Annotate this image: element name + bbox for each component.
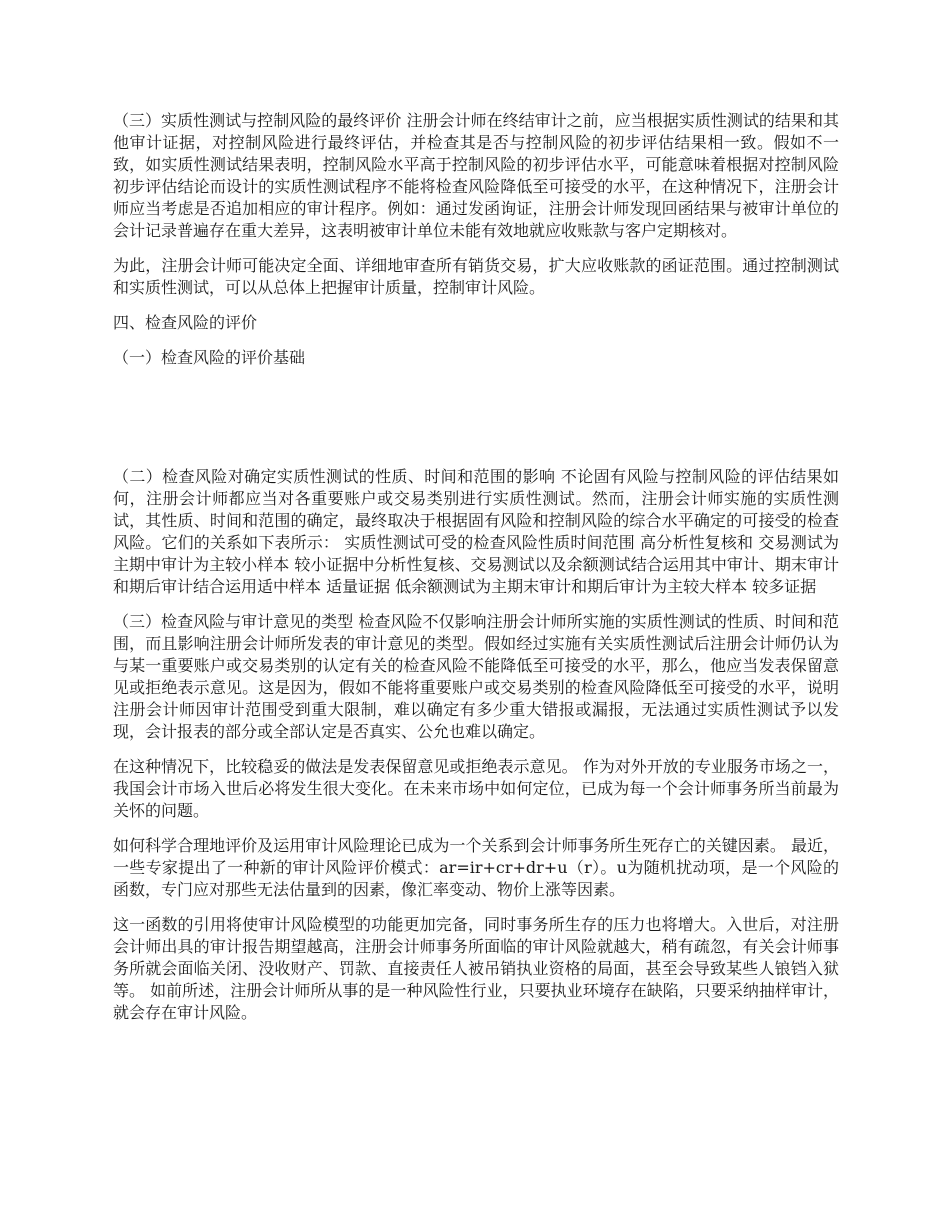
paragraph-risk-model: 如何科学合理地评价及运用审计风险理论已成为一个关系到会计师事务所生死存亡的关键因素。 最近，一些专家提出了一种新的审计风险评价模式：ar=ir+cr+dr+u（r）。u为随机扰动项，是一个风险的函数，专门应对那些无法估量到的因素，像汇率变动、物价上涨等因素。 (113, 836, 839, 899)
document-page (113, 110, 839, 1037)
blank-gap (113, 382, 839, 466)
paragraph-detection-risk-impact: （二）检查风险对确定实质性测试的性质、时间和范围的影响 不论固有风险与控制风险的评估结果如何，注册会计师都应当对各重要账户或交易类别进行实质性测试。然而，注册会计师实施的实质性测试，其性质、时间和范围的确定，最终取决于根据固有风险和控制风险的综合水平确定的可接受的检查风险。它们的关系如下表所示： 实质性测试可受的检查风险性质时间范围 高分析性复核和 交易测试为主期中审计为主较小样本 较小证据中分析性复核、交易测试以及余额测试结合运用其中审计、期末审计和期后审计结合运用适中样本 适量证据 低余额测试为主期末审计和期后审计为主较大样本 较多证据 (113, 467, 839, 596)
paragraph-expand-confirmation: 为此，注册会计师可能决定全面、详细地审查所有销货交易，扩大应收账款的函证范围。通过控制测试和实质性测试，可以从总体上把握审计质量，控制审计风险。 (113, 256, 839, 297)
paragraph-audit-opinion-types: （三）检查风险与审计意见的类型 检查风险不仅影响注册会计师所实施的实质性测试的性质、时间和范围，而且影响注册会计师所发表的审计意见的类型。假如经过实施有关实质性测试后注册会计师仍认为与某一重要账户或交易类别的认定有关的检查风险不能降低至可接受的水平，那么，他应当发表保留意见或拒绝表示意见。这是因为，假如不能将重要账户或交易类别的检查风险降低至可接受的水平，说明注册会计师因审计范围受到重大限制，难以确定有多少重大错报或漏报，无法通过实质性测试予以发现，会计报表的部分或全部认定是否真实、公允也难以确定。 (113, 612, 839, 741)
paragraph-substantive-test-final-evaluation: （三）实质性测试与控制风险的最终评价 注册会计师在终结审计之前，应当根据实质性测试的结果和其他审计证据，对控制风险进行最终评估，并检查其是否与控制风险的初步评估结果相一致。假如不一致，如实质性测试结果表明，控制风险水平高于控制风险的初步评估水平，可能意味着根据对控制风险初步评估结论而设计的实质性测试程序不能将检查风险降低至可接受的水平，在这种情况下，注册会计师应当考虑是否追加相应的审计程序。例如：通过发函询证，注册会计师发现回函结果与被审计单位的会计记录普遍存在重大差异，这表明被审计单位未能有效地就应收账款与客户定期核对。 (113, 111, 839, 240)
paragraph-model-function: 这一函数的引用将使审计风险模型的功能更加完备，同时事务所生存的压力也将增大。入世后，对注册会计师出具的审计报告期望越高，注册会计师事务所面临的审计风险就越大，稍有疏忽，有关会计师事务所就会面临关闭、没收财产、罚款、直接责任人被吊销执业资格的局面，甚至会导致某些人锒铛入狱等。 如前所述，注册会计师所从事的是一种风险性行业，只要执业环境存在缺陷，只要采纳抽样审计，就会存在审计风险。 (113, 915, 839, 1022)
subsection-heading-evaluation-basis: （一）检查风险的评价基础 (113, 348, 306, 367)
section-heading-detection-risk: 四、检查风险的评价 (113, 313, 258, 332)
paragraph-qualified-opinion: 在这种情况下，比较稳妥的做法是发表保留意见或拒绝表示意见。 作为对外开放的专业服务市场之一，我国会计市场入世后必将发生很大变化。在未来市场中如何定位，已成为每一个会计师事务所当前最为关怀的问题。 (113, 757, 839, 820)
